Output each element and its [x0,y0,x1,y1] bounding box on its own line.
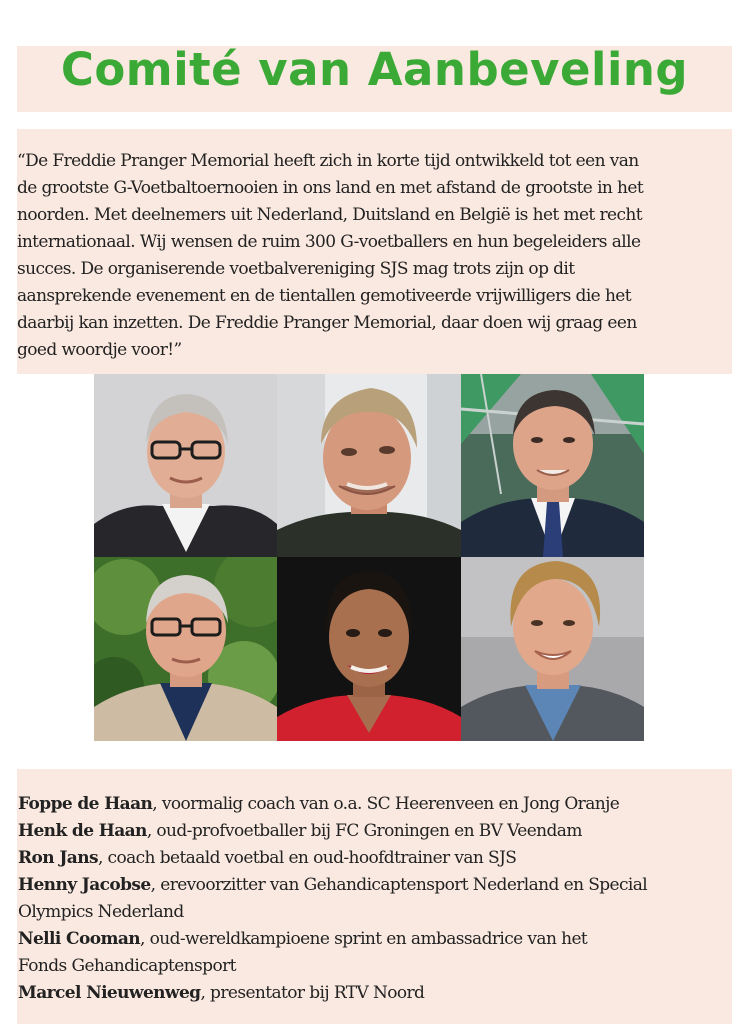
list-item [18,845,730,872]
member-description-continued: Olympics Nederland [18,902,184,922]
members-band [17,769,732,1024]
portrait-ron-jans [461,374,644,557]
portrait-photo [461,374,644,557]
portrait-henk-de-haan [277,374,461,557]
portrait-foppe-de-haan [94,374,277,557]
portrait-marcel-nieuwenweg [461,557,644,741]
member-name: Marcel Nieuwenweg [18,983,201,1003]
member-description: , oud-profvoetballer bij FC Groningen en BV Veendam [146,821,582,841]
member-description: , oud-wereldkampioene sprint en ambassadrice van het [140,929,588,949]
quote-line: aansprekende evenement en de tientallen gemotiveerde vrijwilligers die het [17,286,631,306]
quote-line: daarbij kan inzetten. De Freddie Pranger Memorial, daar doen wij graag een [17,313,637,333]
portrait-henny-jacobse [94,557,277,741]
member-description: , coach betaald voetbal en oud-hoofdtrainer van SJS [97,848,517,868]
page-title: Comité van Aanbeveling [60,43,689,96]
member-line [18,845,730,872]
quote-line: “De Freddie Pranger Memorial heeft zich in korte tijd ontwikkeld tot een van [17,151,639,171]
quote-line: noorden. Met deelnemers uit Nederland, Duitsland en België is het met recht [17,205,642,225]
portrait-photo [94,374,277,557]
member-description-continued: Fonds Gehandicaptensport [18,956,236,976]
quote-line: de grootste G-Voetbaltoernooien in ons land en met afstand de grootste in het [17,178,644,198]
list-item [18,872,730,926]
member-name: Nelli Cooman [18,929,141,949]
member-name: Henny Jacobse [18,875,151,895]
member-name: Foppe de Haan [18,794,153,814]
portrait-grid [94,374,644,741]
member-description: , presentator bij RTV Noord [200,983,425,1003]
member-name: Ron Jans [18,848,98,868]
member-name: Henk de Haan [18,821,147,841]
title-band [17,43,732,112]
portrait-photo [94,557,277,741]
portrait-nelli-cooman [277,557,461,741]
members-list [18,791,730,1007]
member-line [18,872,730,899]
member-description: , voormalig coach van o.a. SC Heerenveen en Jong Oranje [152,794,620,814]
member-line [18,818,730,845]
member-line [18,791,730,818]
quote-line: succes. De organiserende voetbalvereniging SJS mag trots zijn op dit [17,259,575,279]
list-item [18,926,730,980]
portrait-photo [461,557,644,741]
list-item [18,818,730,845]
quote-text [17,148,729,364]
list-item [18,791,730,818]
quote-line: internationaal. Wij wensen de ruim 300 G-voetballers en hun begeleiders alle [17,232,641,252]
portrait-photo [277,557,461,741]
member-line [18,980,730,1007]
member-line [18,926,730,953]
list-item [18,980,730,1007]
quote-band [17,129,732,374]
quote-line: goed woordje voor!” [17,340,182,360]
member-description: , erevoorzitter van Gehandicaptensport Nederland en Special [150,875,648,895]
portrait-photo [277,374,461,557]
